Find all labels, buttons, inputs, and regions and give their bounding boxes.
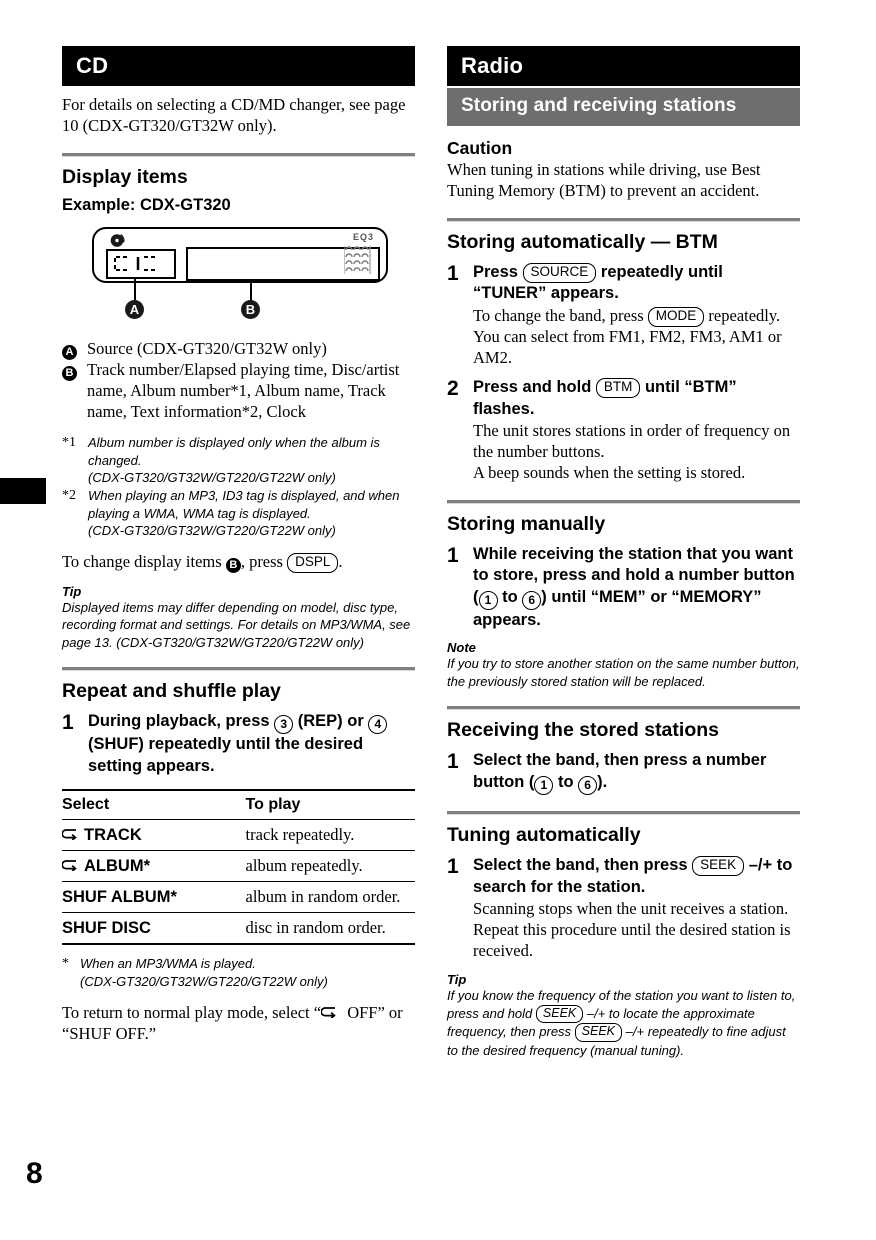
tuning-step-1	[447, 855, 800, 961]
table-cell-toplay: track repeatedly.	[246, 820, 415, 851]
manual-lead-pre: While receiving the station that you want to store, press and hold a number button (	[473, 544, 795, 606]
table-cell-select-text: ALBUM*	[84, 856, 150, 875]
table-cell-toplay: album repeatedly.	[246, 851, 415, 882]
device-eq-pattern	[344, 244, 376, 281]
right-column	[447, 46, 800, 1059]
device-illustration	[62, 227, 415, 347]
display-tip-title: Tip	[62, 584, 82, 600]
legend-mark-b	[62, 360, 87, 422]
repeat-step-1-number: 1	[62, 711, 74, 735]
table-cell-select: SHUF DISC	[62, 913, 246, 945]
device-source-area	[106, 249, 176, 279]
manual-step-1	[447, 544, 800, 631]
btm-step-2-sub-b: A beep sounds when the setting is stored.	[473, 462, 746, 482]
display-items-heading: Display items	[62, 165, 188, 188]
section-edge-tab	[0, 478, 46, 504]
repeat-step-pre: During playback, press	[88, 712, 275, 731]
table-header-select: Select	[62, 790, 246, 820]
callout-a-dot: A	[125, 300, 144, 319]
receiving-lead-mid: to	[553, 772, 579, 791]
footnote-1-line-1: Album number is displayed only when the album is changed.	[88, 435, 380, 468]
repeat-footnote	[62, 955, 415, 990]
repeat-footnote-line-2: (CDX-GT320/GT32W/GT220/GT22W only)	[80, 973, 328, 989]
section-divider-3	[447, 218, 800, 222]
number-button-4[interactable]: 4	[368, 715, 387, 734]
btm-step-1-number: 1	[447, 261, 459, 285]
footnote-2-line-1: When playing an MP3, ID3 tag is displayed, and when playing a WMA, WMA tag is displayed.	[88, 488, 400, 521]
btm-step-2-number: 2	[447, 377, 459, 401]
btm-step-1-lead	[473, 262, 800, 305]
btm-step-2-lead	[473, 377, 800, 420]
manual-step-1-number: 1	[447, 543, 459, 567]
repeat-step-mid1: (REP) or	[293, 712, 369, 731]
callout-a-leader	[134, 279, 136, 301]
tuning-step-1-sub: Scanning stops when the unit receives a station. Repeat this procedure until the desired station is received.	[473, 898, 791, 960]
receiving-lead-post: ).	[597, 772, 608, 791]
tuning-tip-title: Tip	[447, 972, 467, 988]
storing-manually-heading: Storing manually	[447, 512, 606, 535]
change-line-callout-b: B	[226, 558, 241, 573]
legend-dot-a: A	[62, 345, 77, 360]
section-divider-5	[447, 706, 800, 710]
btm-step-1-sub-pre: To change the band, press	[473, 305, 648, 325]
repeat-shuffle-heading: Repeat and shuffle play	[62, 679, 281, 702]
tuning-lead-pre: Select the band, then press	[473, 856, 693, 875]
repeat-icon	[321, 1006, 338, 1018]
caution-title: Caution	[447, 137, 513, 158]
number-button-1[interactable]: 1	[534, 776, 553, 795]
number-button-6[interactable]: 6	[578, 776, 597, 795]
legend-dot-b: B	[62, 366, 77, 381]
btm-button[interactable]: BTM	[596, 378, 641, 398]
tuning-step-1-number: 1	[447, 855, 459, 879]
manual-note-title: Note	[447, 640, 476, 656]
source-button[interactable]: SOURCE	[523, 263, 597, 283]
btm-step-2-sub-a: The unit stores stations in order of frequency on the number buttons.	[473, 421, 791, 461]
radio-subsection-banner: Storing and receiving stations	[447, 88, 800, 126]
left-column	[62, 46, 415, 1044]
table-cell-toplay: album in random order.	[246, 882, 415, 913]
device-eq-label: EQ3	[352, 232, 374, 243]
tuning-tip-pre: If you know the frequency of the station you want to listen to, press and hold	[447, 988, 796, 1021]
legend-text-b: Track number/Elapsed playing time, Disc/artist name, Album number*1, Album name, Track name, Text information*2, Clock	[87, 360, 400, 421]
repeat-modes-table	[62, 789, 415, 945]
legend-text-a: Source (CDX-GT320/GT32W only)	[87, 339, 327, 359]
btm-step-1-sub	[473, 306, 800, 368]
tuning-lead-post: –/+ to search for the station.	[473, 856, 793, 896]
manual-step-1-lead	[473, 544, 800, 631]
footnote-2-line-2: (CDX-GT320/GT32W/GT220/GT22W only)	[88, 522, 336, 538]
dspl-button[interactable]: DSPL	[287, 553, 338, 573]
caution-text: When tuning in stations while driving, use Best Tuning Memory (BTM) to prevent an accident.	[447, 159, 761, 200]
number-button-3[interactable]: 3	[274, 715, 293, 734]
seek-button[interactable]: SEEK	[536, 1005, 583, 1024]
manual-note-text: If you try to store another station on the same number button, the previously stored station will be replaced.	[447, 656, 800, 689]
table-row	[62, 913, 415, 945]
repeat-step-1-text	[88, 711, 415, 777]
change-line-mid: , press	[240, 552, 288, 572]
tuning-tip-post: –/+ repeatedly to fine adjust to the desired frequency (manual tuning).	[447, 1024, 786, 1058]
footnote-2	[62, 487, 415, 539]
change-display-items-line	[62, 552, 415, 573]
change-line-post: .	[338, 552, 343, 572]
tuning-tip-text	[447, 987, 800, 1059]
table-row	[62, 851, 415, 882]
display-tip-text: Displayed items may differ depending on model, disc type, recording format and settings. For details on MP3/WMA, see page 13. (CDX-GT320/GT32W/GT220/GT22W only)	[62, 600, 411, 650]
return-pre: To return to normal play mode, select “	[62, 1002, 322, 1022]
section-divider	[62, 153, 415, 157]
cd-section-banner: CD	[62, 46, 415, 86]
tuning-tip-mid: –/+ to locate the approximate frequency, then press	[447, 1005, 755, 1040]
table-header-toplay: To play	[246, 790, 415, 820]
receiving-lead-pre: Select the band, then press a number button (	[473, 751, 767, 791]
table-cell-select	[62, 851, 246, 882]
repeat-step-1	[62, 711, 415, 777]
table-cell-select: SHUF ALBUM*	[62, 882, 246, 913]
btm-step-2-lead-pre: Press and hold	[473, 378, 596, 397]
table-row	[62, 820, 415, 851]
manual-lead-post: ) until “MEM” or “MEMORY” appears.	[473, 587, 762, 629]
mode-button[interactable]: MODE	[648, 307, 705, 327]
page-number: 8	[26, 1157, 43, 1190]
storing-automatically-heading: Storing automatically — BTM	[447, 230, 718, 253]
btm-step-2	[447, 377, 800, 483]
display-items-legend	[62, 339, 415, 422]
seek-button[interactable]: SEEK	[692, 856, 744, 876]
tuning-step-1-lead	[473, 855, 800, 898]
receiving-step-1-number: 1	[447, 750, 459, 774]
repeat-footnote-line-1: When an MP3/WMA is played.	[80, 956, 256, 972]
table-cell-toplay: disc in random order.	[246, 913, 415, 945]
receiving-step-1-lead	[473, 750, 800, 794]
return-post: OFF” or “SHUF OFF.”	[62, 1002, 403, 1043]
display-items-footnotes	[62, 434, 415, 539]
change-line-pre: To change display items	[62, 552, 226, 572]
section-divider-2	[62, 667, 415, 671]
btm-step-2-lead-post: until “BTM” flashes.	[473, 378, 737, 418]
display-items-example-label: Example: CDX-GT320	[62, 196, 231, 215]
radio-section-banner: Radio	[447, 46, 800, 86]
number-button-1[interactable]: 1	[479, 591, 498, 610]
table-header-row	[62, 790, 415, 820]
table-row	[62, 882, 415, 913]
device-faceplate	[92, 227, 388, 283]
device-source-segments	[114, 256, 166, 271]
table-cell-select-text: TRACK	[84, 825, 142, 844]
footnote-2-mark: *2	[62, 488, 76, 504]
repeat-icon	[62, 828, 79, 840]
repeat-icon	[62, 859, 79, 871]
btm-step-1-lead-pre: Press	[473, 262, 523, 281]
receiving-stored-heading: Receiving the stored stations	[447, 718, 719, 741]
footnote-1-mark: *1	[62, 435, 76, 451]
section-divider-4	[447, 500, 800, 504]
footnote-1	[62, 434, 415, 486]
callout-b-dot: B	[241, 300, 260, 319]
return-normal-mode-text	[62, 1003, 415, 1045]
cd-intro-text: For details on selecting a CD/MD changer, see page 10 (CDX-GT320/GT32W only).	[62, 95, 406, 135]
number-button-6[interactable]: 6	[522, 591, 541, 610]
repeat-step-mid2: (SHUF) repeatedly until the desired setting appears.	[88, 735, 364, 775]
btm-step-1	[447, 262, 800, 368]
section-divider-6	[447, 811, 800, 815]
footnote-1-line-2: (CDX-GT320/GT32W/GT220/GT22W only)	[88, 469, 336, 485]
legend-item-b	[62, 360, 415, 422]
repeat-footnote-mark: *	[62, 956, 69, 972]
tuning-automatically-heading: Tuning automatically	[447, 823, 641, 846]
manual-lead-mid: to	[497, 587, 523, 606]
callout-b-leader	[250, 279, 252, 301]
btm-step-1-lead-post: repeatedly until “TUNER” appears.	[473, 262, 723, 303]
table-cell-select	[62, 820, 246, 851]
btm-step-1-sub-post: repeatedly. You can select from FM1, FM2, FM3, AM1 or AM2.	[473, 305, 782, 367]
seek-button[interactable]: SEEK	[575, 1023, 622, 1042]
receiving-step-1	[447, 750, 800, 794]
